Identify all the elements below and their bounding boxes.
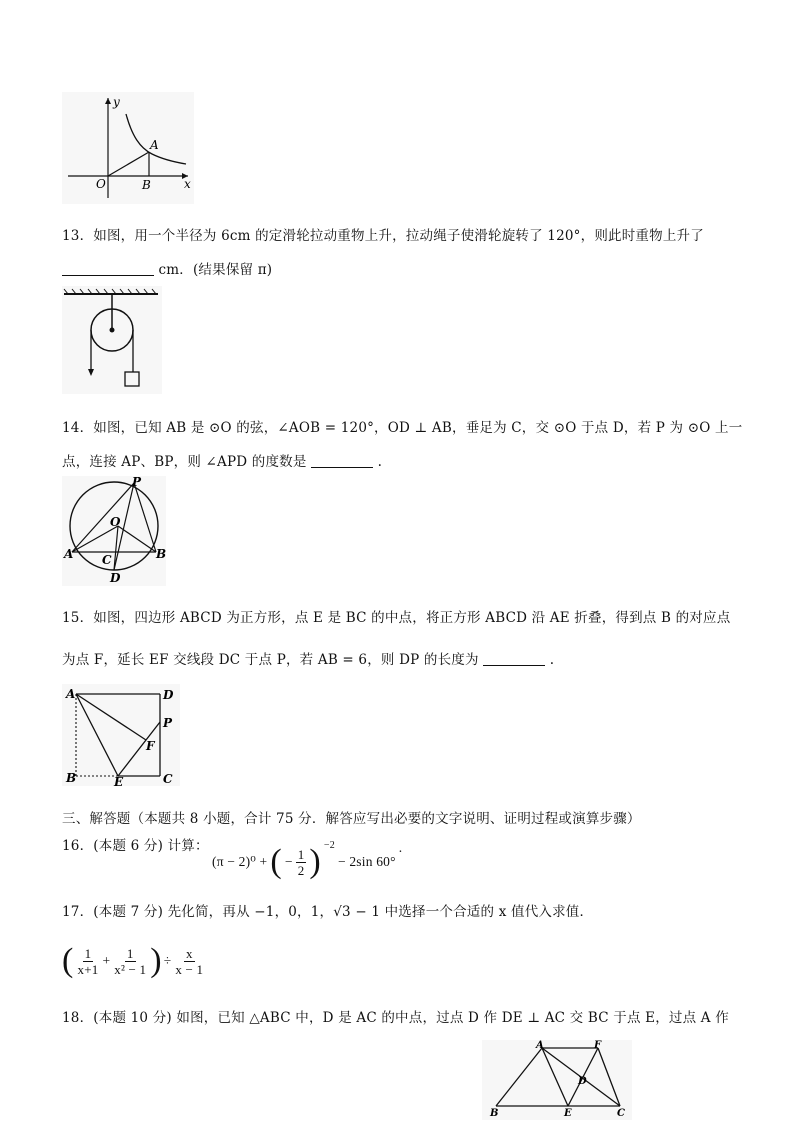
q13-line2 [62,258,272,278]
q13-line1: 13．如图，用一个半径为 6cm 的定滑轮拉动重物上升，拉动绳子使滑轮旋转了 120°，则此时重物上升了 [62,228,704,244]
q14-label-a: A [64,547,74,561]
q13-line2-suffix: cm．(结果保留 π) [158,262,273,278]
q15-line1: 15．如图，四边形 ABCD 为正方形，点 E 是 BC 的中点，将正方形 ABCD 沿 AE 折叠，得到点 B 的对应点 [62,610,731,626]
q15-label-c: C [163,772,173,786]
q14-label-c: C [102,553,112,567]
q14-circle-figure [62,476,166,586]
q15-label-d: D [163,688,174,702]
q15-label-p: P [163,716,173,730]
q16-label: 16．(本题 6 分) 计算： [62,838,209,854]
q14-line2 [62,450,382,470]
q16-expression: (π − 2)⁰ + ( − $\frac{1}{2}$ ) $^{-2}$ − 2sin 60° . [212,840,403,880]
q17-divide-sign: ÷ [163,953,172,968]
q15-line2-prefix: 为点 F，延长 EF 交线段 DC 于点 P，若 AB = 6，则 DP 的长度为 [62,652,479,668]
q17-fraction-2 [112,946,148,977]
section3-heading: 三、解答题（本题共 8 小题，合计 75 分．解答应写出必要的文字说明、证明过程或演算步骤） [62,811,641,827]
q17-f1-num: 1 [84,945,92,961]
q17-f3-den: x − 1 [175,961,204,977]
q14-line2-prefix: 点，连接 AP、BP，则 ∠APD 的度数是 [62,454,307,470]
q12-label-a: A [150,138,159,152]
q16-frac-den: 2 [297,862,305,878]
q18-label-d: D [578,1076,587,1087]
q14-answer-blank[interactable] [311,455,373,468]
q14-label-b: B [156,547,166,561]
q14-label-o: O [110,515,121,529]
q14-line2-suffix: . [377,454,383,470]
q16-expr-right: − 2sin 60° [337,854,396,869]
q15-label-a: A [66,687,76,701]
q18-label-c: C [617,1108,625,1119]
q12-figure [62,92,194,204]
q18-line1: 18．(本题 10 分) 如图，已知 △ABC 中，D 是 AC 的中点，过点 D 作 DE ⊥ AC 交 BC 于点 E，过点 A 作 [62,1010,729,1026]
q17-fraction-1 [76,946,101,977]
q18-label-a: A [536,1040,544,1051]
q16-frac-num: 1 [297,846,305,862]
q15-square-figure [62,684,180,786]
q12-label-o: O [96,177,106,191]
q12-label-b: B [142,178,151,192]
q14-line1: 14．如图，已知 AB 是 ⊙O 的弦，∠AOB = 120°，OD ⊥ AB，垂足为 C，交 ⊙O 于点 D，若 P 为 ⊙O 上一 [62,420,743,436]
q14-label-p: P [132,476,142,489]
q18-triangle-figure [482,1040,632,1120]
q18-label-e: E [564,1108,572,1119]
q15-label-f: F [146,739,155,753]
q17-f1-den: x+1 [77,961,99,977]
q15-answer-blank[interactable] [483,653,545,666]
q17-f2-num: 1 [126,945,134,961]
q16-dot: . [398,840,403,855]
q13-pulley-figure [62,286,162,394]
q15-line2 [62,648,554,668]
q12-label-y: y [113,95,120,109]
q17-f2-den: x² − 1 [114,961,147,977]
q17-fraction-3 [173,946,205,977]
q12-label-x: x [184,177,191,191]
q17-f3-num: x [185,945,193,961]
q17-label: 17．(本题 7 分) 先化简，再从 −1，0，1，√3 − 1 中选择一个合适的 x 值代入求值． [62,904,594,920]
q15-label-b: B [66,771,77,785]
q18-label-f: F [594,1040,602,1051]
q15-line2-suffix: . [549,652,555,668]
q18-label-b: B [490,1108,499,1119]
q14-label-d: D [110,571,121,585]
q17-expression: ( $\frac{1}{x+1}$ + $\frac{1}{\text{x² − 1}}$ ) ÷ $\frac{x}{x - 1}$ [62,942,204,979]
q16-expr-left: (π − 2)⁰ + [212,854,268,869]
q16-exponent: −2 [323,840,335,851]
q16-fraction [296,847,307,878]
q13-answer-blank[interactable] [62,263,154,276]
q15-label-e: E [114,775,124,786]
